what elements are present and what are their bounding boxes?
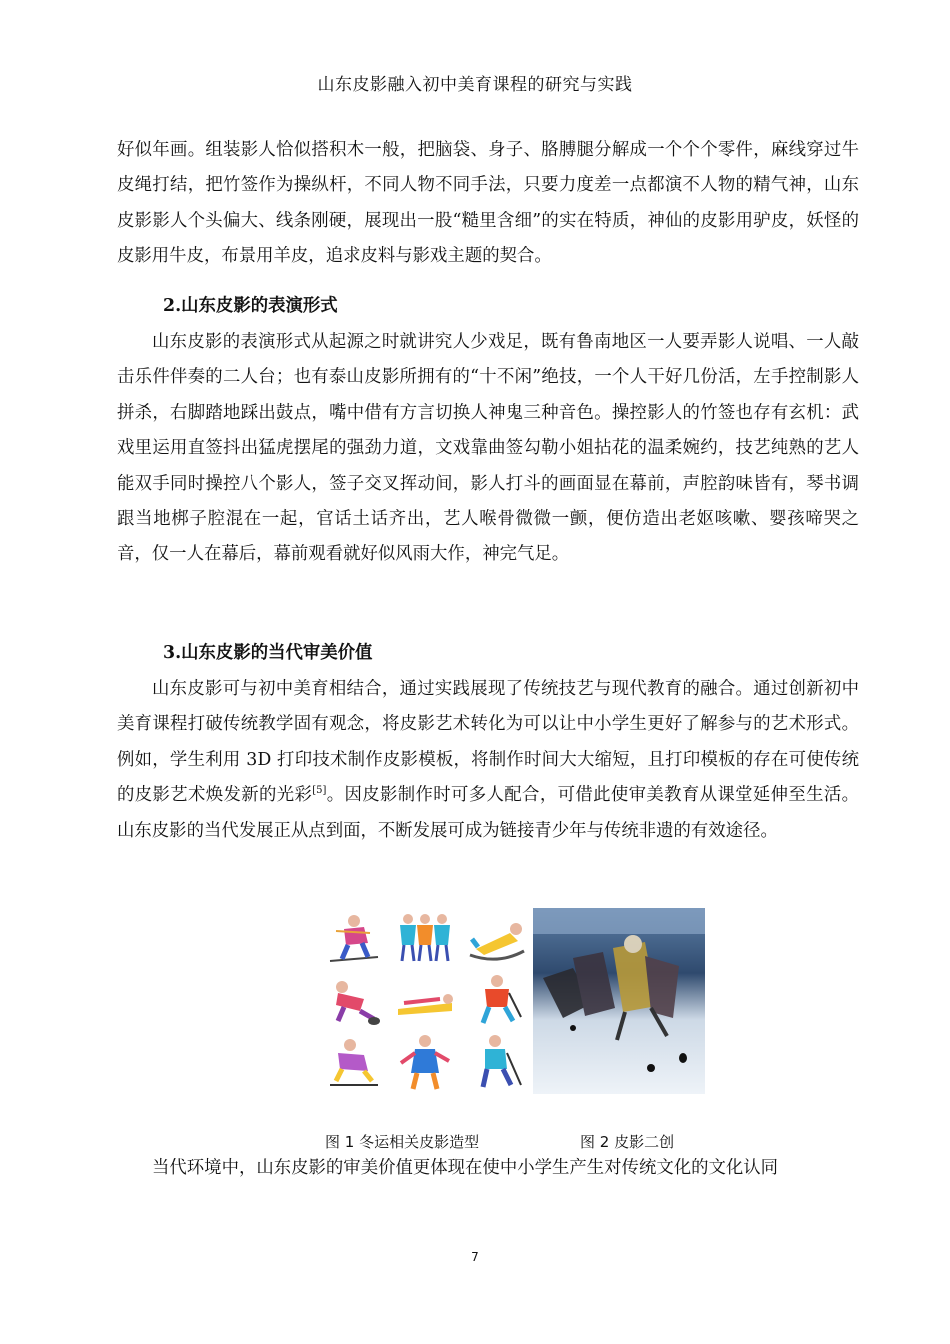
figure-2-ice-performance-photo	[533, 908, 705, 1094]
puppet-lying-luge-figure	[390, 970, 462, 1032]
puppet-hockey-player-figure	[461, 1032, 533, 1094]
puppet-ski-jump-figure	[318, 1032, 390, 1094]
page-number: 7	[471, 1250, 479, 1264]
paragraph-1: 好似年画。组装影人恰似搭积木一般，把脑袋、身子、胳膊腿分解成一个个个零件，麻线穿过牛皮绳打结，把竹签作为操纵杆，不同人物不同手法，只要力度差一点都演不人物的精气神，山东皮影影人个头偏大、线条刚硬，展现出一股“糙里含细”的实在特质，神仙的皮影用驴皮，妖怪的皮影用牛皮，布景用羊皮，追求皮料与影戏主题的契合。	[117, 140, 859, 267]
puppet-dancer-figure	[390, 1032, 462, 1094]
citation: [5]	[312, 785, 327, 797]
figure-1-caption: 图 1 冬运相关皮影造型	[325, 1133, 480, 1151]
running-header: 山东皮影融入初中美育课程的研究与实践	[317, 75, 633, 95]
paragraph-2: 山东皮影的表演形式从起源之时就讲究人少戏足，既有鲁南地区一人要弄影人说唱、一人敲击乐件伴奏的二人台；也有泰山皮影所拥有的“十不闲”绝技，一个人干好几份活，左手控制影人拼杀，右脚踏地踩出鼓点，嘴中借有方言切换人神鬼三种音色。操控影人的竹签也存有玄机：武戏里运用直签抖出猛虎摆尾的强劲力道，文戏靠曲签勾勒小姐拈花的温柔婉约，技艺纯熟的艺人能双手同时操控八个影人，签子交叉挥动间，影人打斗的画面显在幕前，声腔韵味皆有，琴书调跟当地梆子腔混在一起，官话土话齐出，艺人喉骨微微一颤，便仿造出老妪咳嗽、婴孩啼哭之音，仅一人在幕后，幕前观看就好似风雨大作，神完气足。	[117, 332, 859, 565]
puppet-hockey-figure	[461, 970, 533, 1032]
figure-2-caption: 图 2 皮影二创	[580, 1133, 675, 1151]
puppet-skater-group-figure	[390, 908, 462, 970]
paragraph-3-text-a: 山东皮影可与初中美育相结合，通过实践展现了传统技艺与现代教育的融合。通过创新初中美育课程打破传统教学固有观念，将皮影艺术转化为可以让中小学生更好了解参与的艺术形式。例如，学生利用 3D 打印技术制作皮影模板，将制作时间大大缩短，且打印模板的存在可使传统的皮影艺术焕发新的光彩	[117, 679, 859, 806]
paragraph-3-text-b: 。因皮影制作时可多人配合，可借此使审美教育从课堂延伸至生活。山东皮影的当代发展正从点到面，不断发展可成为链接青少年与传统非遗的有效途径。	[117, 785, 859, 841]
section-heading-2: 2.山东皮影的表演形式	[163, 296, 338, 316]
section-heading-3: 3.山东皮影的当代审美价值	[163, 643, 373, 663]
puppet-skier-figure	[318, 908, 390, 970]
paragraph-3	[117, 672, 859, 849]
puppet-sled-figure	[461, 908, 533, 970]
figure-1-puppet-grid	[318, 908, 533, 1094]
puppet-curling-figure	[318, 970, 390, 1032]
paragraph-4: 当代环境中，山东皮影的审美价值更体现在使中小学生产生对传统文化的文化认同	[152, 1158, 779, 1178]
